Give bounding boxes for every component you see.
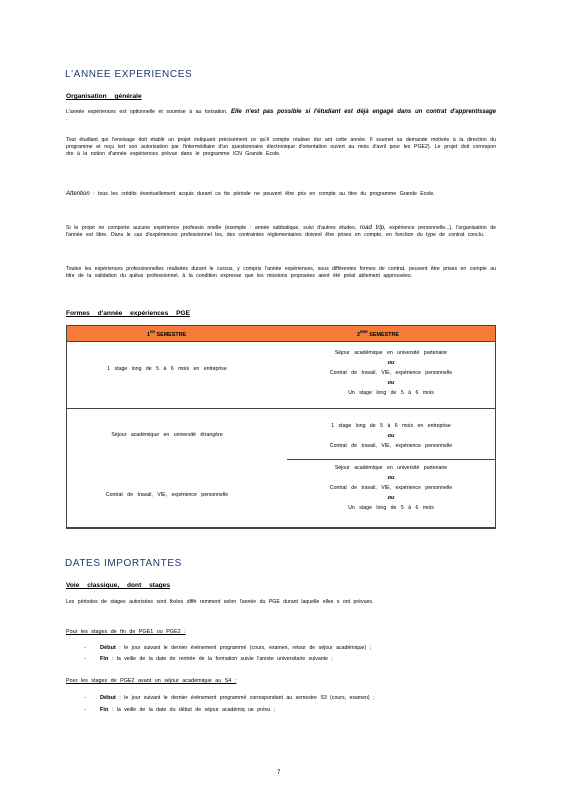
subtitle-voie-classique: Voie classique, dont stages bbox=[66, 582, 170, 589]
link-stages-fin-pge[interactable]: Pour les stages de fin de PGE1 ou PGE2 : bbox=[66, 629, 186, 635]
bullet-text: : la veille de la date de rentrée de la formation suivie l'année universitaire suivante ; bbox=[108, 656, 333, 662]
attention-label: Attention bbox=[66, 191, 90, 197]
row3-right-line-2: Contrat de travail, VIE, expérience personnelle bbox=[329, 485, 453, 491]
row-divider-right bbox=[287, 459, 495, 460]
paragraph-1 bbox=[66, 109, 496, 123]
bullet-label: Début bbox=[100, 645, 116, 651]
bullet-dash: - bbox=[84, 645, 86, 651]
bullet-fin-2 bbox=[84, 707, 275, 713]
paragraph-3 bbox=[66, 191, 496, 198]
paragraph-periods: Les périodes de stages autorisées sont fixées diffé remment selon l'année du PGE durant laquelle elles s ont prévues. bbox=[66, 599, 374, 605]
header-semester-1: 1ER SEMESTRE bbox=[147, 330, 187, 338]
row-divider-2 bbox=[67, 527, 495, 528]
bullet-label: Fin bbox=[100, 707, 109, 713]
row3-right-line-1: Séjour académique en université partenaire bbox=[334, 465, 448, 471]
link-stages-pge2-avant-sejour[interactable]: Pour les stages de PGE2 avant un séjour académique au S4 : bbox=[66, 678, 237, 684]
or-label: ou bbox=[387, 380, 395, 386]
row2-right-line-2: Contrat de travail, VIE, expérience personnelle bbox=[329, 443, 453, 449]
table-header-row bbox=[67, 326, 495, 342]
section-title-dates-importantes: DATES IMPORTANTES bbox=[65, 558, 182, 569]
bullet-text: : la veille de la date du début de séjour académiq ue prévu ; bbox=[108, 707, 276, 713]
bullet-debut-1 bbox=[84, 645, 371, 651]
row1-right-line-1: Séjour académique en université partenaire bbox=[334, 350, 448, 356]
or-label: ou bbox=[387, 475, 395, 481]
bullet-text: : le jour suivant le dernier évènement programmé (cours, examen, retour de séjour académique) ; bbox=[115, 645, 372, 651]
page-number: 7 bbox=[277, 770, 281, 776]
bullet-dash: - bbox=[84, 656, 86, 662]
or-label: ou bbox=[387, 495, 395, 501]
bullet-dash: - bbox=[84, 695, 86, 701]
paragraph-4-text-b: expérience personnelle...), l'organisation de l'année est libre. Dans le cas d'expériences professionnel les, des contraintes réglementaires doivent être prises en compte, en fonction du type de contrat conclu. bbox=[66, 225, 496, 239]
or-label: ou bbox=[387, 433, 395, 439]
row2-right-line-1: 1 stage long de 5 à 6 mois en entreprise bbox=[331, 423, 451, 429]
bullet-fin-1 bbox=[84, 656, 333, 662]
bullet-dash: - bbox=[84, 707, 86, 713]
row3-right-cell bbox=[287, 463, 495, 513]
paragraph-4-italic: road trip, bbox=[359, 225, 386, 231]
row-divider-1 bbox=[67, 408, 495, 409]
section-title-annee-experiences: L'ANNEE EXPERIENCES bbox=[65, 69, 193, 80]
row3-right-line-3: Un stage long de 5 à 6 mois bbox=[348, 505, 434, 511]
header-semester-2: 2EME SEMESTRE bbox=[357, 330, 399, 338]
row1-left-cell: 1 stage long de 5 à 6 mois en entreprise bbox=[107, 366, 227, 372]
paragraph-2: Tout étudiant qui l'envisage doit établir un projet indiquant précisément ce qu'il compte réaliser dur ant cette année. Il soumet sa demande motivée à la direction du programme et reçu lert son autorisation par l'intermédiaire d'un questionnaire électronique d'orientation ouvert au mois d'avril pour les PGE2). Le projet doit correspon dre à la notion d'année expériences prévue dans le programme ICN Grande Ecole. bbox=[66, 137, 496, 158]
paragraph-3-text: : tous les crédits éventuellement acquis durant ce tte période ne peuvent être pris en compte au titre du programme Grande Ecole. bbox=[89, 191, 435, 197]
table-heading: Formes d'année expériences PGE bbox=[66, 310, 191, 317]
paragraph-4-text-a: Si le projet ne comporte aucune expérience professio nnelle (exemple : année sabbatique, suivi d'autres études, bbox=[66, 225, 360, 231]
bullet-label: Fin bbox=[100, 656, 109, 662]
or-label: ou bbox=[387, 360, 395, 366]
row1-right-line-2: Contrat de travail, VIE, expérience personnelle bbox=[329, 370, 453, 376]
row2-right-cell bbox=[287, 421, 495, 451]
bullet-text: : le jour suivant le dernier évènement programmé correspondant au semestre S3 (cours, examen) ; bbox=[115, 695, 375, 701]
row3-left-cell: Contrat de travail, VIE, expérience personnelle bbox=[105, 492, 229, 498]
paragraph-1-end: . bbox=[66, 116, 68, 123]
subtitle-organisation: Organisation générale bbox=[66, 93, 142, 100]
bullet-debut-2 bbox=[84, 695, 375, 701]
experience-forms-table bbox=[66, 325, 496, 529]
row1-right-cell bbox=[287, 348, 495, 398]
paragraph-5: Toutes les expériences professionnelles réalisées durant le cursus, y compris l'année expériences, sous différentes formes de contrat, peuvent être prises en compte au titre de la validation du quitus professionnel, à la condition expresse que les missions proposées aient été préal ablement approuvées. bbox=[66, 266, 496, 280]
row2-left-cell: Séjour académique en université étrangère bbox=[111, 432, 223, 438]
row1-right-line-3: Un stage long de 5 à 6 mois bbox=[348, 390, 434, 396]
paragraph-1-text: L'année expériences est optionnelle et soumise à au torisation. bbox=[66, 109, 232, 115]
paragraph-4 bbox=[66, 225, 496, 239]
bullet-label: Début bbox=[100, 695, 116, 701]
paragraph-1-emphasis: Elle n'est pas possible si l'étudiant est déjà engagé dans un contrat d'apprentissage bbox=[231, 109, 497, 115]
